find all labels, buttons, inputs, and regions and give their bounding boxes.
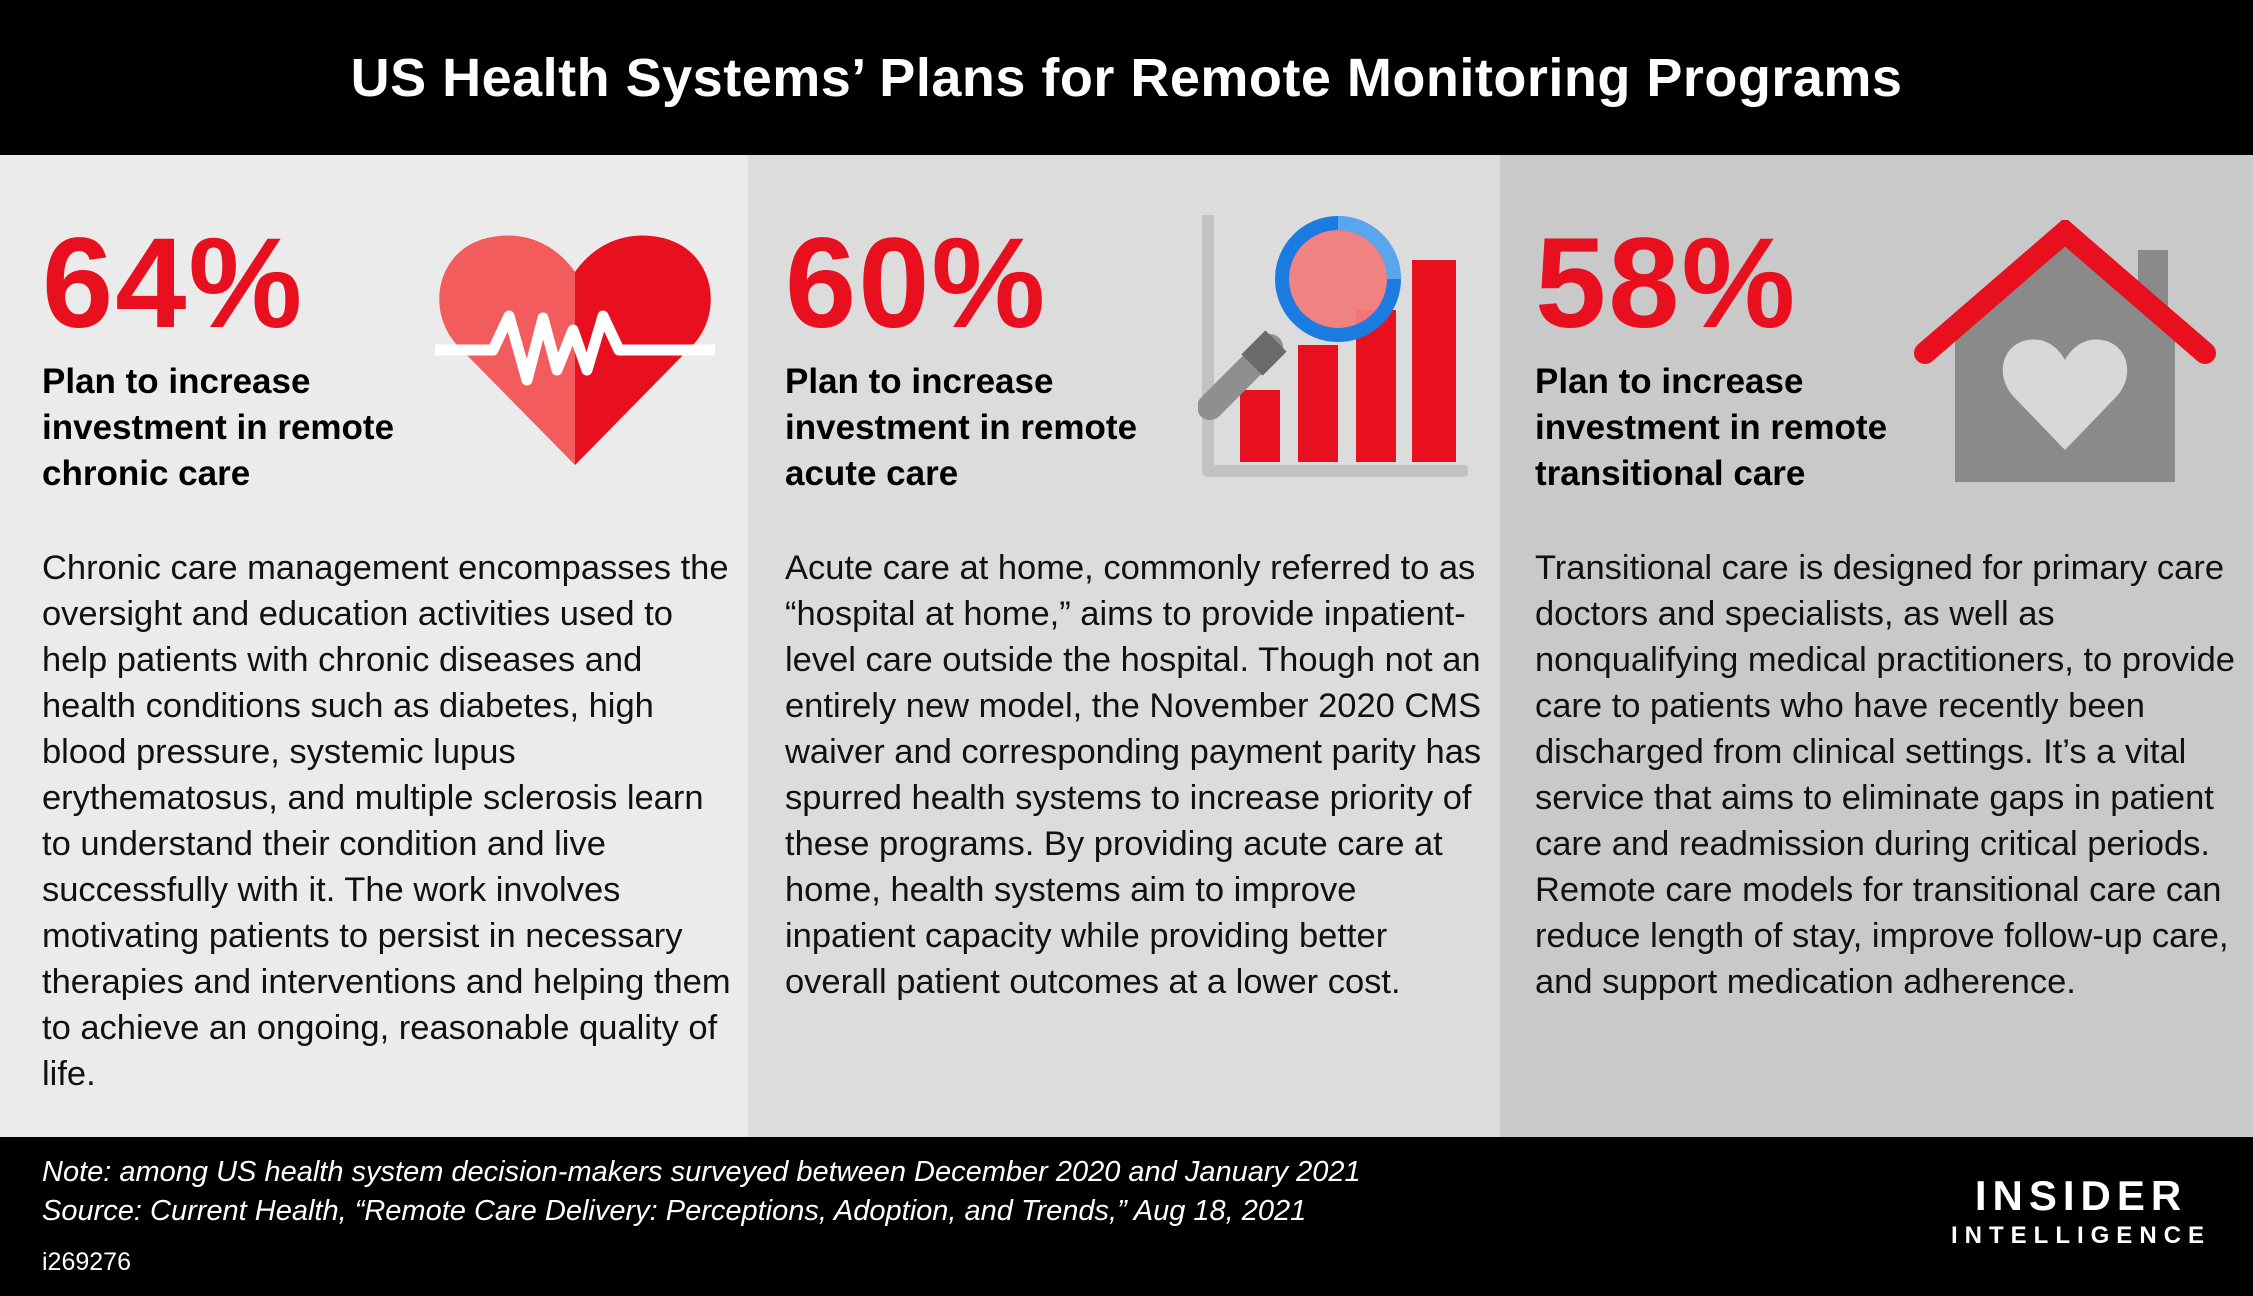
stat-value: 58% xyxy=(1535,212,1798,355)
brand-name: INSIDER xyxy=(1974,1172,2188,1219)
title-bar xyxy=(0,0,2253,155)
panel-heading: Plan to increase investment in remote acute care xyxy=(785,362,1138,493)
page-title: US Health Systems’ Plans for Remote Monitoring Programs xyxy=(350,47,1903,108)
panel-body: Acute care at home, commonly referred to as “hospital at home,” aims to provide inpatient-level care outside the hospital. Though not an entirely new model, the November 2020 CMS waiver and corresponding payment parity has spurred health systems to increase priority of these programs. By providing acute care at home, health systems aim to improve inpatient capacity while providing better overall patient outcomes at a lower cost. xyxy=(785,549,1482,1001)
panel-heading: Plan to increase investment in remote transitional care xyxy=(1535,362,1888,493)
heart-pulse-icon xyxy=(435,220,715,470)
panel-heading: Plan to increase investment in remote chronic care xyxy=(42,362,395,493)
brand-logo xyxy=(1951,1172,2211,1252)
panel-body: Chronic care management encompasses the oversight and education activities used to help patients with chronic diseases and health conditions such as diabetes, high blood pressure, systemic lupus erythematosus, and multiple sclerosis learn to understand their condition and live successfully with it. The work involves motivating patients to persist in necessary therapies and interventions and helping them to achieve an ongoing, reasonable quality of life. xyxy=(42,549,731,1093)
panel-body: Transitional care is designed for primary care doctors and specialists, as well as nonqualifying medical practitioners, to provide care to patients who have recently been discharged from clinical settings. It’s a vital service that aims to eliminate gaps in patient care and readmission during critical periods. Remote care models for transitional care can reduce length of stay, improve follow-up care, and support medication adherence. xyxy=(1535,549,2235,1001)
panel-chronic-care xyxy=(0,155,748,1137)
panel-transitional-care xyxy=(1500,155,2253,1137)
note-text: Note: among US health system decision-makers surveyed between December 2020 and January 2021 xyxy=(42,1156,1361,1188)
stat-value: 64% xyxy=(42,212,305,355)
house-heart-icon xyxy=(1910,220,2220,490)
footer xyxy=(0,1137,2253,1296)
footnote xyxy=(42,1153,1361,1231)
bar-chart-magnifier-icon xyxy=(1198,215,1468,485)
panels xyxy=(0,155,2253,1137)
brand-subname: INTELLIGENCE xyxy=(1950,1222,2211,1249)
stat-value: 60% xyxy=(785,212,1048,355)
chart-id: i269276 xyxy=(42,1248,131,1276)
panel-acute-care xyxy=(748,155,1500,1137)
source-text: Source: Current Health, “Remote Care Delivery: Perceptions, Adoption, and Trends,” Aug 18, 2021 xyxy=(42,1195,1307,1227)
